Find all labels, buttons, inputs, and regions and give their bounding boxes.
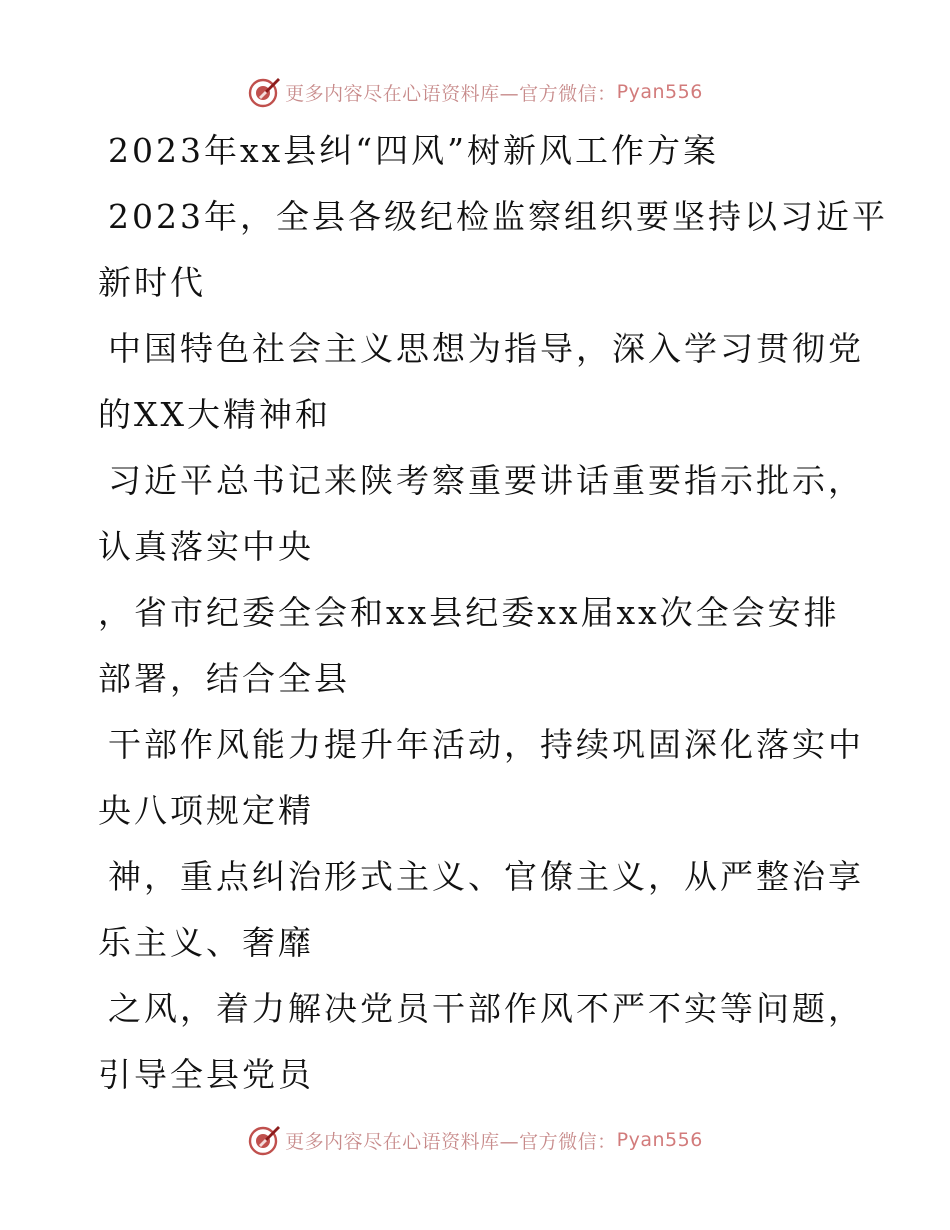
paragraph-line: ，省市纪委全会和xx县纪委xx届xx次全会安排 [98, 593, 840, 632]
paragraph-line: 神，重点纠治形式主义、官僚主义，从严整治享 [108, 857, 864, 896]
pen-logo-icon [247, 75, 281, 109]
watermark-handle: Pyan556 [616, 81, 703, 103]
paragraph-line: 乐主义、奢靡 [98, 923, 314, 962]
paragraph-line: 中国特色社会主义思想为指导，深入学习贯彻党 [108, 329, 864, 368]
watermark-handle: Pyan556 [616, 1129, 703, 1151]
document-title: 2023年xx县纠“四风”树新风工作方案 [108, 131, 719, 170]
paragraph-line: 2023年，全县各级纪检监察组织要坚持以习近平 [108, 197, 888, 236]
paragraph-line: 干部作风能力提升年活动，持续巩固深化落实中 [108, 725, 864, 764]
paragraph-line: 认真落实中央 [98, 527, 314, 566]
paragraph-line: 的XX大精神和 [98, 395, 331, 434]
paragraph-line: 央八项规定精 [98, 791, 314, 830]
watermark-text: 更多内容尽在心语资料库—官方微信： [285, 1130, 617, 1153]
pen-logo-icon [247, 1123, 281, 1157]
paragraph-line: 部署，结合全县 [98, 659, 350, 698]
paragraph-line: 习近平总书记来陕考察重要讲话重要指示批示， [108, 461, 864, 500]
paragraph-line: 新时代 [98, 263, 206, 302]
paragraph-line: 之风，着力解决党员干部作风不严不实等问题， [108, 989, 864, 1028]
watermark-banner-top [0, 72, 950, 112]
paragraph-line: 引导全县党员 [98, 1055, 314, 1094]
watermark-text: 更多内容尽在心语资料库—官方微信： [285, 82, 617, 105]
document-body [98, 118, 888, 1108]
watermark-banner-bottom [0, 1120, 950, 1160]
